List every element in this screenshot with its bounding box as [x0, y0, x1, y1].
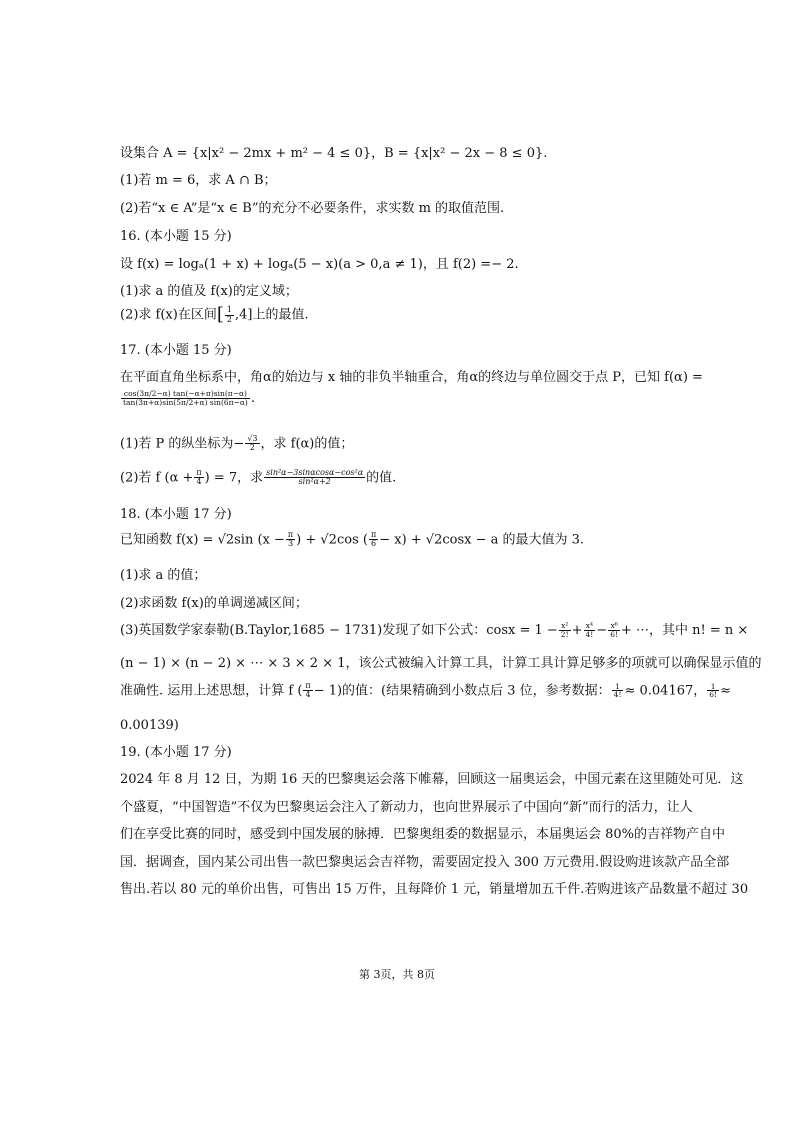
problem-17-header: 17. (本小题 15 分)	[120, 343, 232, 358]
problem-17-part-2	[120, 469, 396, 487]
fraction	[559, 622, 571, 639]
problem-18-part-3-line-2: (n − 1) × (n − 2) × ⋯ × 3 × 2 × 1，该公式被编入计算工具，计算工具计算足够多的项就可以确保显示值的	[120, 656, 762, 671]
fraction	[612, 683, 624, 700]
fraction	[608, 622, 620, 639]
numerator: x⁴	[584, 622, 596, 631]
problem-18-stem	[120, 531, 584, 549]
problem-19-line-3: 们在享受比赛的同时，感受到中国发展的脉搏．巴黎奥组委的数据显示，本届奥运会 80%的吉祥物产自中	[120, 827, 726, 842]
denominator: 4!	[613, 690, 622, 700]
problem-16-part-2	[120, 306, 309, 324]
text: (2)若 f (α +	[120, 470, 194, 486]
page-footer: 第 3页，共 8页	[359, 968, 435, 981]
problem-18-part-3	[120, 622, 748, 639]
text: ，求 f(α)的值；	[260, 436, 354, 452]
numerator: sin²α−3sinαcosα−cos²α	[266, 468, 364, 477]
fraction	[194, 469, 203, 487]
denominator: 6!	[610, 629, 618, 639]
text: ≈	[720, 683, 731, 699]
fraction	[264, 469, 365, 487]
denominator: 2	[226, 314, 232, 324]
problem-17-stem: 在平面直角坐标系中，角α的始边与 x 轴的非负半轴重合，角α的终边与单位圆交于点 P，已知 f(α) =	[120, 370, 703, 385]
text: ) + √2cos (	[296, 532, 368, 548]
fraction	[286, 531, 295, 549]
numerator: x⁶	[608, 622, 620, 631]
denominator: 4	[196, 477, 202, 487]
problem-15-part-1: (1)若 m = 6，求 A ∩ B；	[120, 173, 277, 188]
text: (3)英国数学家泰勒(B.Taylor,1685 − 1731)发现了如下公式：cosx = 1 −	[120, 622, 558, 638]
denominator: 4!	[585, 629, 594, 639]
problem-19-line-5: 售出.若以 80 元的单价出售，可售出 15 万件，且每降价 1 元，销量增加五千件.若购进该产品数量不超过 30	[120, 882, 749, 897]
fraction	[225, 306, 234, 324]
problem-16-header: 16. (本小题 15 分)	[120, 229, 232, 244]
numerator: √3	[247, 434, 258, 443]
problem-18-part-1: (1)求 a 的值；	[120, 568, 207, 583]
text: 准确性. 运用上述思想，计算 f (	[120, 683, 303, 699]
denominator: tan(3π+α)sin(5π/2+α) sin(6π−α)	[123, 397, 248, 407]
text: (1)若 P 的纵坐标为−	[120, 436, 245, 452]
problem-19-line-4: 国．据调查，国内某公司出售一款巴黎奥运会吉祥物，需要固定投入 300 万元费用.假设购进该款产品全部	[120, 855, 730, 870]
denominator: 6!	[709, 690, 718, 700]
denominator: sin²α+2	[298, 477, 331, 487]
fraction	[707, 683, 719, 700]
numerator: π	[370, 530, 377, 539]
numerator: x²	[559, 622, 571, 631]
text: .	[250, 390, 256, 406]
problem-16-stem: 设 f(x) = logₐ(1 + x) + logₐ(5 − x)(a > 0,a ≠ 1)，且 f(2) =− 2.	[120, 257, 519, 272]
text: + ⋯，其中 n! = n ×	[621, 622, 749, 638]
problem-18-part-2: (2)求函数 f(x)的单调递减区间；	[120, 596, 308, 611]
denominator: 4	[305, 690, 311, 700]
text: 已知函数 f(x) = √2sin (x −	[120, 532, 285, 548]
numerator: 1	[612, 683, 624, 692]
numerator: 1	[707, 683, 719, 692]
problem-19-line-1: 2024 年 8 月 12 日，为期 16 天的巴黎奥运会落下帷幕，回顾这一届奥运会，中国元素在这里随处可见．这	[120, 772, 744, 787]
denominator: 2	[249, 443, 255, 453]
problem-16-part-1: (1)求 a 的值及 f(x)的定义域；	[120, 284, 298, 299]
text: +	[571, 622, 583, 638]
fraction	[245, 435, 259, 453]
problem-15-stem: 设集合 A = {x|x² − 2mx + m² − 4 ≤ 0}，B = {x|x² − 2x − 8 ≤ 0}.	[120, 146, 548, 161]
text: (2)求 f(x)在区间	[120, 307, 217, 323]
text: − 1)的值：(结果精确到小数点后 3 位，参考数据：	[313, 683, 611, 699]
bracket: [	[216, 304, 224, 325]
numerator: cos(3π/2−α) tan(−α+π)sin(π−α)	[121, 390, 250, 399]
denominator: 3	[287, 539, 294, 549]
fraction	[584, 622, 596, 639]
numerator: 1	[226, 305, 232, 315]
text: 的值.	[366, 470, 397, 486]
numerator: π	[287, 530, 294, 539]
problem-19-line-2: 个盛夏，“中国智造”不仅为巴黎奥运会注入了新动力，也向世界展示了中国向“新”而行的活力，让人	[120, 800, 693, 815]
fraction	[121, 390, 250, 407]
problem-18-part-3-line-4: 0.00139)	[120, 718, 179, 733]
text: − x) + √2cosx − a 的最大值为 3.	[379, 532, 585, 548]
fraction	[369, 531, 378, 549]
numerator: π	[305, 681, 311, 690]
problem-18-header: 18. (本小题 17 分)	[120, 507, 232, 522]
text: ≈ 0.04167，	[624, 683, 707, 699]
fraction	[303, 682, 312, 700]
denominator: 2!	[560, 629, 569, 639]
problem-15-part-2: (2)若“x ∈ A”是“x ∈ B”的充分不必要条件，求实数 m 的取值范围.	[120, 201, 505, 216]
text: ,4]上的最值.	[234, 307, 309, 323]
problem-17-formula	[120, 390, 255, 407]
text: ) = 7，求	[204, 470, 264, 486]
problem-17-part-1	[120, 435, 353, 453]
numerator: π	[196, 468, 202, 477]
problem-18-part-3-line-3	[120, 682, 731, 700]
denominator: 6	[371, 539, 377, 549]
problem-19-header: 19. (本小题 17 分)	[120, 745, 232, 760]
text: −	[596, 622, 608, 638]
